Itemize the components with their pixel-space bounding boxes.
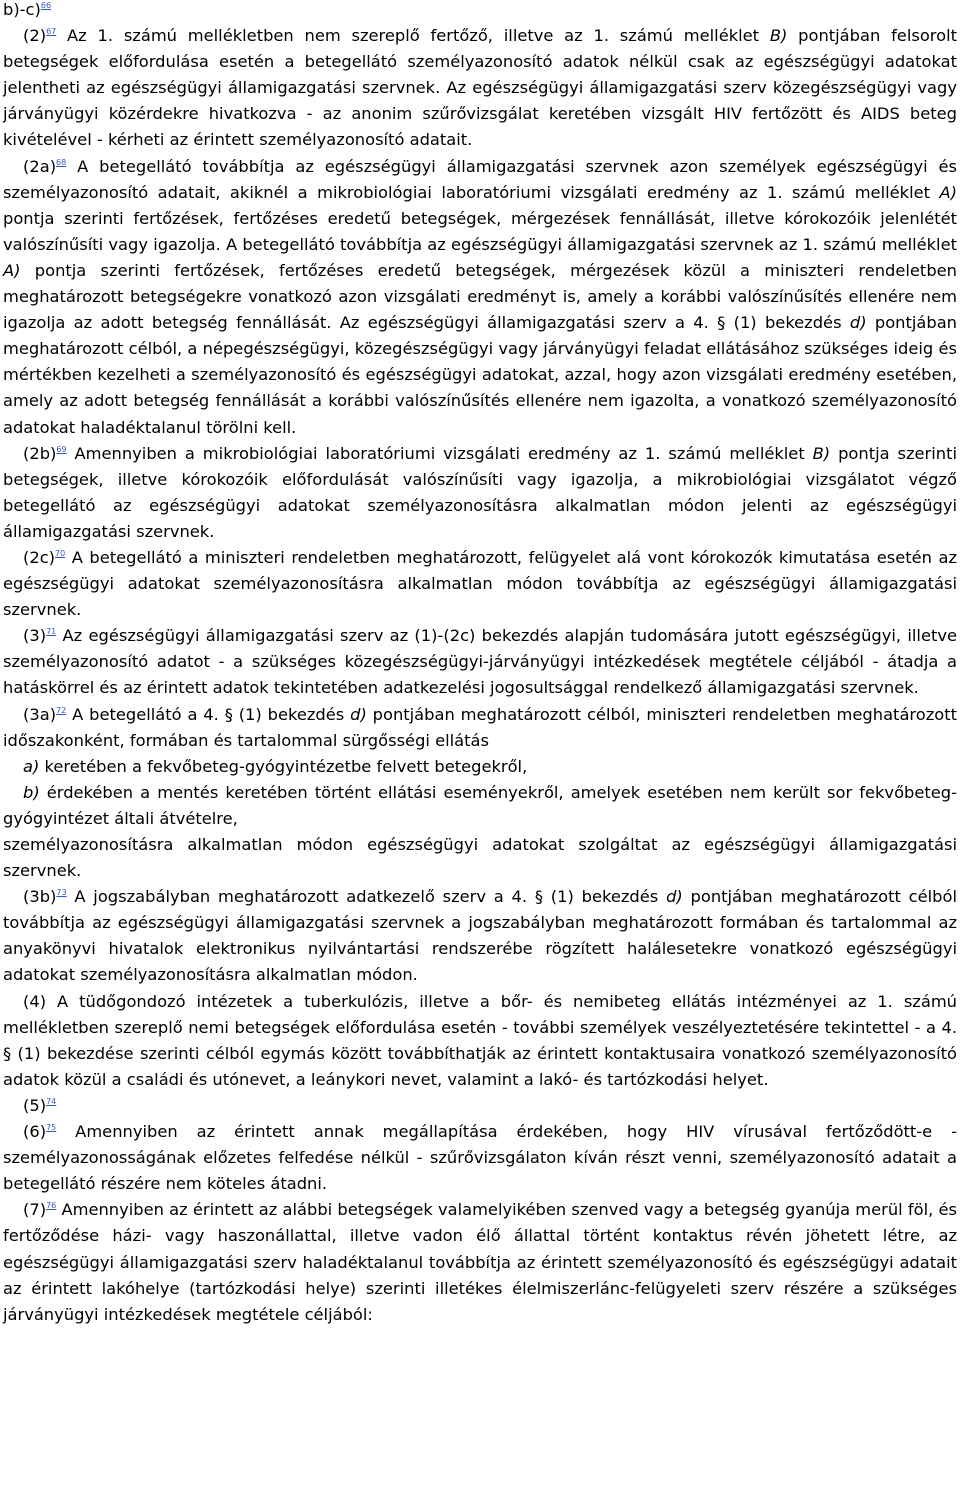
list-marker: b) <box>23 782 40 802</box>
paragraph-label: (2a) <box>23 156 57 176</box>
footnote-link[interactable]: 72 <box>56 705 67 715</box>
heading-b-c <box>3 0 957 23</box>
paragraph-label: (3) <box>23 626 47 646</box>
footnote-link[interactable]: 73 <box>56 888 67 898</box>
paragraph-text: pontja szerinti fertőzések, fertőzéses eredetű betegségek, mérgezések közül a miniszteri rendeletben meghatározott betegségekre vonatkozó azon vizsgálati eredményt is, amely a korábbi valószínűsítés ellenére nem igazolja az adott betegség fennállását. Az egészségügyi államigazgatási szerv a 4. § (1) bekezdés <box>3 260 957 333</box>
paragraph-2c <box>3 545 957 623</box>
paragraph-text: pontjában felsorolt betegségek előfordulása esetén a betegellátó személyazonosító adatok nélkül csak az egészségügyi adatokat jelentheti az egészségügyi államigazgatási szervnek. Az egészségügyi államigazgatási szerv közegészségügyi vagy járványügyi közérdekre hivatkozva - az anonim szűrővizsgálat keretében vizsgált HIV fertőzött és AIDS beteg kivételével - kérheti az érintett személyazonosító adatait. <box>3 26 957 150</box>
paragraph-3a <box>3 702 957 754</box>
paragraph-text: Amennyiben az érintett annak megállapítása érdekében, hogy HIV vírusával fertőződött-e - személyazonosságának előzetes felfedése nélkül - szűrővizsgálaton kíván részt venni, személyazonosító adatait a betegellátó részére nem köteles átadni. <box>3 1122 957 1194</box>
italic-ref: B) <box>812 443 831 463</box>
footnote-link[interactable]: 71 <box>46 627 57 637</box>
paragraph-7 <box>3 1197 957 1327</box>
footnote-link[interactable]: 76 <box>46 1201 57 1211</box>
paragraph-6 <box>3 1119 957 1197</box>
footnote-link[interactable]: 74 <box>46 1096 57 1106</box>
paragraph-text: Az egészségügyi államigazgatási szerv az (1)-(2c) bekezdés alapján tudomására jutott egészségügyi, illetve személyazonosító adatot - a szükséges közegészségügyi-járványügyi intézkedések megtétele céljából - átadja a hatáskörrel és az érintett adatok tekintetében adatkezelési jogosultsággal rendelkező államigazgatási szervnek. <box>3 626 957 698</box>
paragraph-text: A betegellátó a 4. § (1) bekezdés <box>66 704 351 724</box>
italic-ref: d) <box>350 704 367 724</box>
paragraph-label: (2b) <box>23 443 57 463</box>
paragraph-text: pontjában meghatározott célból továbbítja az egészségügyi államigazgatási szervnek a jogszabályban meghatározott formában és tartalommal az anyakönyvi hivatalok elektronikus nyilvántartási rendszerébe rögzített halálesetekre vonatkozó egészségügyi adatokat személyazonosításra alkalmatlan módon. <box>3 887 957 985</box>
paragraph-label: (3b) <box>23 887 57 907</box>
paragraph-3b <box>3 884 957 988</box>
paragraph-text: személyazonosításra alkalmatlan módon egészségügyi adatokat szolgáltat az egészségügyi államigazgatási szervnek. <box>3 835 957 881</box>
paragraph-text: Amennyiben az érintett az alábbi betegségek valamelyikében szenved vagy a betegség gyanúja merül föl, és fertőződése házi- vagy haszonállattal, illetve vadon élő állattal történt kontaktus révén jöhetett létre, az egészségügyi államigazgatási szerv haladéktalanul továbbítja az érintett személyazonosító és egészségügyi adatait az érintett lakóhelye (tartózkodási helye) szerinti illetékes élelmiszerlánc-felügyeleti szerv részére a szükséges járványügyi intézkedések megtétele céljából: <box>3 1200 957 1324</box>
paragraph-text: pontjában meghatározott célból, a népegészségügyi, közegészségügyi vagy járványügyi feladat ellátásához szükséges ideig és mértékben kezelheti a személyazonosító és egészségügyi adatokat, azzal, hogy azon vizsgálati eredmény esetében, amely az adott betegség fennállását a korábbi valószínűsítés ellenére nem igazolta, a vonatkozó személyazonosító adatokat haladéktalanul törölni kell. <box>3 313 957 437</box>
italic-ref: A) <box>939 182 957 202</box>
italic-ref: d) <box>666 887 683 907</box>
paragraph-text: Az 1. számú mellékletben nem szereplő fertőző, illetve az 1. számú melléklet <box>56 26 770 46</box>
paragraph-label: (2c) <box>23 547 56 567</box>
paragraph-3a-tail <box>3 832 957 884</box>
footnote-link[interactable]: 66 <box>40 1 52 10</box>
paragraph-text: pontjában meghatározott célból, miniszteri rendeletben meghatározott időszakonként, formában és tartalommal sürgősségi ellátás <box>3 704 957 750</box>
paragraph-text: A betegellátó a miniszteri rendeletben meghatározott, felügyelet alá vont kórokozók kimutatása esetén az egészségügyi adatokat személyazonosításra alkalmatlan módon továbbítja az egészségügyi államigazgatási szervnek. <box>3 547 957 620</box>
paragraph-text: pontja szerinti fertőzések, fertőzéses eredetű betegségek, mérgezések fennállását, illetve kórokozóik jelenlétét valószínűsíti vagy igazolja. A betegellátó továbbítja az egészségügyi államigazgatási szervnek az 1. számú melléklet <box>3 208 957 254</box>
paragraph-text: A jogszabályban meghatározott adatkezelő szerv a 4. § (1) bekezdés <box>66 887 667 907</box>
paragraph-2a <box>3 154 957 441</box>
italic-ref: d) <box>849 313 867 333</box>
paragraph-label: (5) <box>23 1095 47 1115</box>
list-text: keretében a fekvőbeteg-gyógyintézetbe felvett betegekről, <box>39 756 528 776</box>
paragraph-4 <box>3 989 957 1093</box>
list-text: érdekében a mentés keretében történt ellátási eseményekről, amelyek esetében nem került sor fekvőbeteg-gyógyintézet általi átvételre, <box>3 782 957 828</box>
paragraph-text: Amennyiben a mikrobiológiai laboratóriumi vizsgálati eredmény az 1. számú melléklet <box>66 443 813 463</box>
italic-ref: A) <box>3 260 21 280</box>
paragraph-label: (6) <box>23 1122 47 1142</box>
footnote-link[interactable]: 75 <box>46 1123 57 1133</box>
heading-text: b)-c) <box>3 0 41 19</box>
footnote-link[interactable]: 70 <box>55 548 66 558</box>
paragraph-text: (4) A tüdőgondozó intézetek a tuberkulózis, illetve a bőr- és nemibeteg ellátás intézményei az 1. számú mellékletben szereplő nemi betegségek előfordulása esetén - további személyek veszélyeztetésére tekintettel - a 4. § (1) bekezdése szerinti célból egymás között továbbíthatják az érintett kontaktusaira vonatkozó személyazonosító adatok közül a családi és utónevet, a leánykori nevet, valamint a lakó- és tartózkodási helyet. <box>3 991 957 1089</box>
footnote-link[interactable]: 67 <box>46 27 57 37</box>
paragraph-label: (3a) <box>23 704 57 724</box>
list-marker: a) <box>23 756 40 776</box>
footnote-link[interactable]: 68 <box>56 157 67 167</box>
italic-ref: B) <box>769 26 788 46</box>
paragraph-text: pontja szerinti betegségek, illetve kórokozóik előfordulását valószínűsíti vagy igazolja, a mikrobiológiai vizsgálatot végző betegellátó az egészségügyi adatokat személyazonosításra alkalmatlan módon jelenti az egészségügyi államigazgatási szervnek. <box>3 443 957 541</box>
paragraph-label: (2) <box>23 26 47 46</box>
list-item-a <box>3 754 957 780</box>
paragraph-3 <box>3 623 957 701</box>
footnote-link[interactable]: 69 <box>56 444 67 454</box>
paragraph-text: A betegellátó továbbítja az egészségügyi államigazgatási szervnek azon személyek egészségügyi és személyazonosító adatait, akiknél a mikrobiológiai laboratóriumi vizsgálati eredmény az 1. számú melléklet <box>3 156 957 202</box>
paragraph-2b <box>3 441 957 545</box>
paragraph-5 <box>3 1093 957 1119</box>
paragraph-2 <box>3 23 957 153</box>
paragraph-label: (7) <box>23 1200 47 1220</box>
list-item-b <box>3 780 957 832</box>
